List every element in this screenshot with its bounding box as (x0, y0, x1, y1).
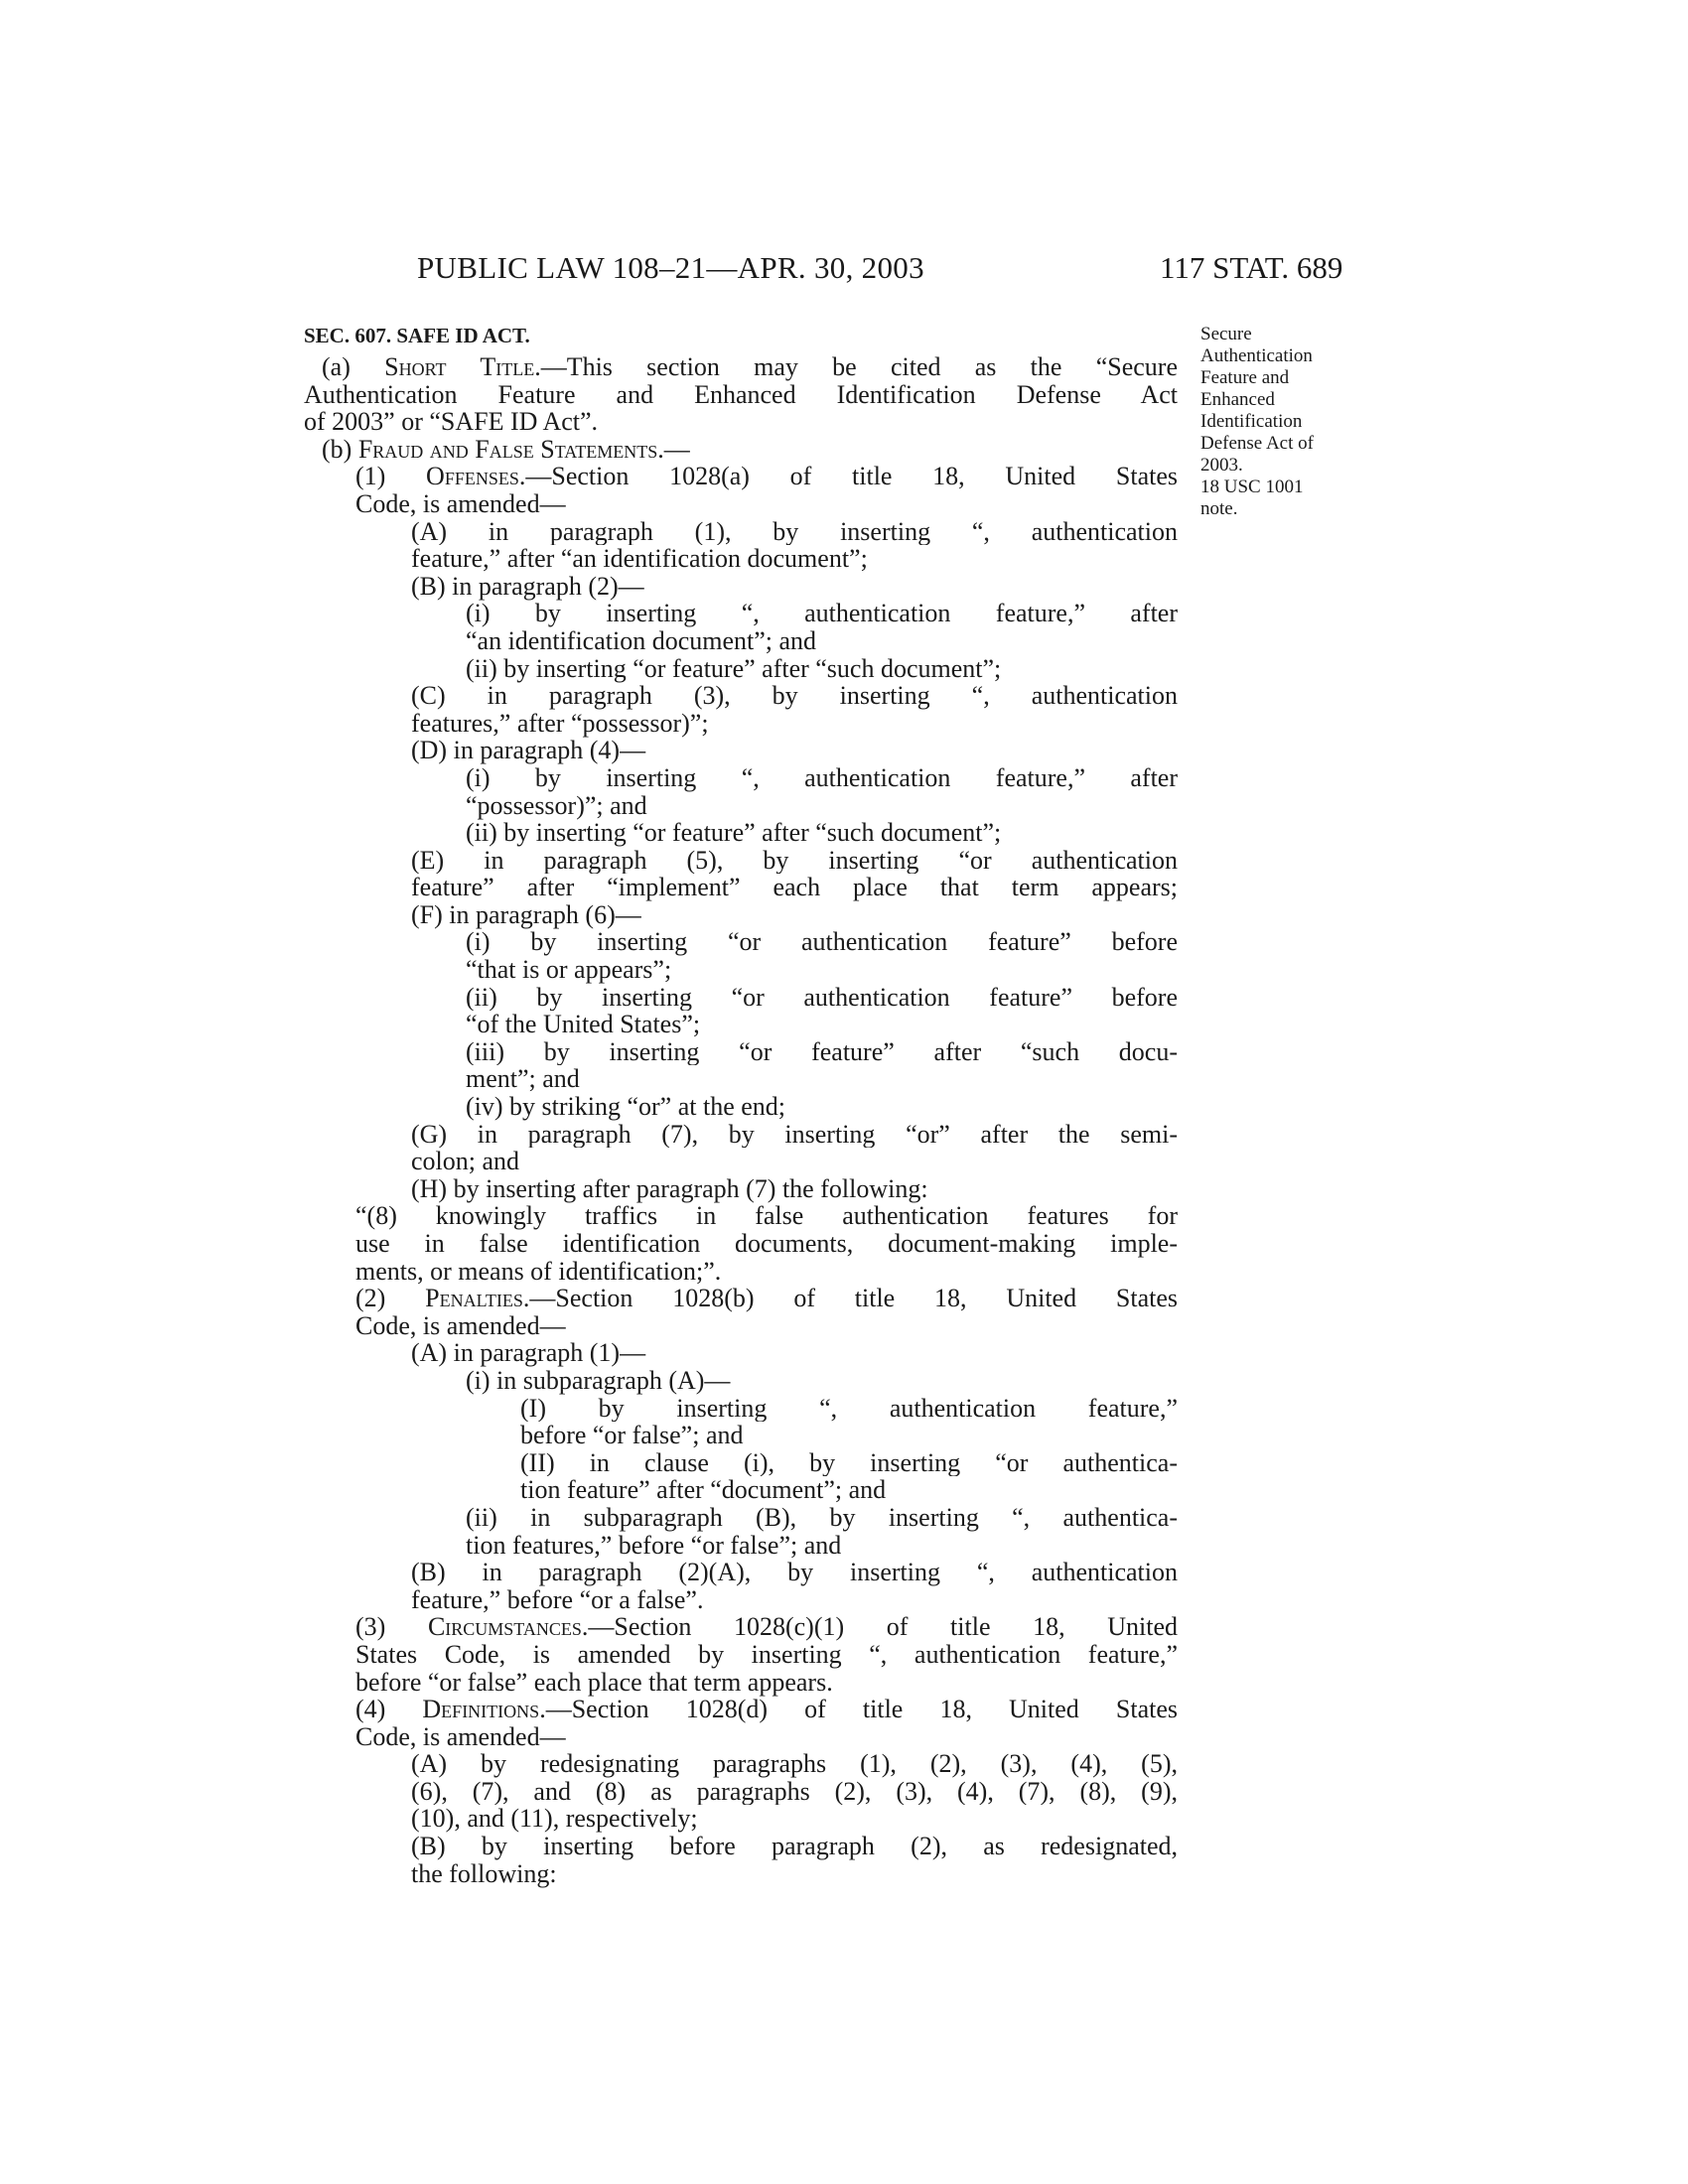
line-text: feature” after “implement” each place that term appears; (411, 874, 1178, 901)
line-text: (iv) by striking “or” at the end; (466, 1092, 786, 1122)
line-text: (E) in paragraph (5), by inserting “or authentication (411, 846, 1178, 875)
text-line (411, 1586, 1178, 1614)
line-text: (H) by inserting after paragraph (7) the following: (411, 1173, 928, 1203)
line-text: (ii) by inserting “or feature” after “such document”; (466, 653, 1002, 683)
line-text: feature,” after “an identification document”; (411, 544, 868, 574)
line-text: before “or false”; and (520, 1421, 744, 1450)
paragraph-heading: Circumstances (427, 1613, 582, 1641)
line-text: (i) by inserting “, authentication feature,” after (466, 600, 1178, 627)
paragraph-heading: Definitions (422, 1696, 540, 1723)
line-text: features,” after “possessor)”; (411, 708, 709, 738)
text-line (466, 1504, 1178, 1532)
line-text: (B) by inserting before paragraph (2), as redesignated, (411, 1833, 1178, 1860)
text-line (466, 1038, 1178, 1066)
line-text: “(8) knowingly traffics in false authentication features for (355, 1202, 1178, 1230)
line-text: (ii) by inserting “or authentication feature” before (466, 983, 1178, 1012)
text-line (466, 655, 1178, 683)
line-text: (II) in clause (i), by inserting “or authentica- (520, 1448, 1178, 1477)
text-line (466, 764, 1178, 792)
line-text: colon; and (411, 1147, 520, 1176)
line-text: ments, or means of identification;”. (355, 1256, 722, 1286)
text-line (355, 1669, 1178, 1697)
line-text: (A) in paragraph (1), by inserting “, authentication (411, 517, 1178, 546)
margin-note-line: Defense Act of (1200, 433, 1314, 454)
text-line (466, 600, 1178, 627)
text-line (466, 819, 1178, 847)
line-text: “an identification document”; and (466, 625, 817, 655)
text-line (355, 490, 1178, 518)
paragraph-heading: Offenses (426, 463, 519, 490)
text-line (520, 1476, 1178, 1504)
line-text: (A) by redesignating paragraphs (1), (2), (3), (4), (5), (411, 1750, 1178, 1778)
text-line (466, 1065, 1178, 1093)
line-text: (6), (7), and (8) as paragraphs (2), (3), (4), (7), (8), (9), (411, 1777, 1178, 1806)
paragraph-heading: Short Title (384, 353, 535, 381)
line-text: feature,” before “or a false”. (411, 1584, 704, 1614)
line-text: “possessor)”; and (466, 790, 647, 820)
text-line (355, 1723, 1178, 1751)
line-text: tion features,” before “or false”; and (466, 1530, 842, 1560)
line-text: (i) in subparagraph (A)— (466, 1365, 731, 1395)
text-line (520, 1449, 1178, 1477)
text-line (304, 381, 1178, 409)
text-line (411, 1778, 1178, 1806)
line-text: “that is or appears”; (466, 955, 672, 985)
margin-note-line: 18 USC 1001 (1200, 477, 1304, 497)
line-text: Code, is amended— (355, 1310, 566, 1340)
line-text: before “or false” each place that term appears. (355, 1667, 833, 1697)
text-line (466, 928, 1178, 956)
margin-note-line: note. (1200, 498, 1238, 519)
text-line (466, 984, 1178, 1012)
text-line (411, 1559, 1178, 1586)
running-header-page-number: 117 STAT. 689 (1160, 250, 1343, 285)
margin-note-line: 2003. (1200, 455, 1243, 476)
line-text: (ii) in subparagraph (B), by inserting “, authentica- (466, 1503, 1178, 1532)
text-line (466, 1367, 1178, 1395)
text-line (355, 1285, 1178, 1312)
line-text: (i) by inserting “or authentication feature” before (466, 928, 1178, 957)
text-line (355, 463, 1178, 490)
paragraph-heading: Fraud and False Statements (357, 434, 658, 464)
section-heading: SEC. 607. SAFE ID ACT. (304, 324, 530, 347)
line-text: .—Section 1028(a) of title 18, United States (518, 463, 1178, 490)
text-line (411, 1860, 1178, 1888)
text-line (411, 545, 1178, 573)
line-text: .—This section may be cited as the “Secure (534, 353, 1178, 381)
text-line (411, 737, 1178, 764)
margin-note-line: Identification (1200, 411, 1303, 432)
line-text: (B) in paragraph (2)— (411, 571, 644, 601)
margin-note-line: Feature and (1200, 367, 1290, 388)
text-line (322, 353, 1178, 381)
running-header-title: PUBLIC LAW 108–21—APR. 30, 2003 (417, 250, 924, 285)
text-line (355, 1696, 1178, 1723)
text-line (466, 792, 1178, 820)
line-text: .— (657, 434, 690, 464)
statute-body (304, 353, 1178, 1887)
text-line (411, 1175, 1178, 1203)
line-text: States Code, is amended by inserting “, authentication feature,” (355, 1640, 1178, 1669)
margin-note-line: Enhanced (1200, 389, 1275, 410)
margin-note (1200, 324, 1409, 520)
text-line (355, 1613, 1178, 1641)
text-line (411, 518, 1178, 546)
text-line (411, 682, 1178, 710)
text-line (466, 956, 1178, 984)
line-text: use in false identification documents, document-making imple- (355, 1230, 1178, 1258)
paragraph-designator: (1) (355, 463, 427, 490)
text-line (520, 1422, 1178, 1449)
line-text: “of the United States”; (466, 1010, 701, 1039)
text-line (355, 1641, 1178, 1669)
margin-note-line: Authentication (1200, 345, 1313, 366)
paragraph-designator: (2) (355, 1285, 426, 1312)
text-line (466, 1011, 1178, 1038)
text-line (411, 874, 1178, 901)
text-line (411, 1833, 1178, 1860)
text-line (411, 901, 1178, 929)
paragraph-designator: (3) (355, 1613, 428, 1641)
text-line (355, 1312, 1178, 1340)
line-text: .—Section 1028(c)(1) of title 18, United (581, 1613, 1178, 1641)
text-line (411, 1805, 1178, 1833)
text-line (466, 1532, 1178, 1560)
line-text: (i) by inserting “, authentication feature,” after (466, 763, 1178, 792)
line-text: .—Section 1028(d) of title 18, United States (539, 1696, 1178, 1723)
line-text: (ii) by inserting “or feature” after “such document”; (466, 818, 1002, 848)
line-text: (B) in paragraph (2)(A), by inserting “, authentication (411, 1559, 1178, 1586)
line-text: (G) in paragraph (7), by inserting “or” after the semi- (411, 1120, 1178, 1149)
paragraph-designator: (b) (322, 434, 358, 464)
text-line (411, 847, 1178, 875)
text-line (411, 1148, 1178, 1175)
text-line (411, 1339, 1178, 1367)
line-text: Code, is amended— (355, 488, 566, 518)
paragraph-designator: (a) (322, 353, 385, 381)
text-line (466, 1093, 1178, 1121)
line-text: (I) by inserting “, authentication feature,” (520, 1394, 1178, 1423)
paragraph-heading: Penalties (425, 1285, 523, 1312)
text-line (520, 1395, 1178, 1423)
text-line (355, 1230, 1178, 1258)
line-text: .—Section 1028(b) of title 18, United States (522, 1285, 1178, 1312)
line-text: Authentication Feature and Enhanced Identification Defense Act (304, 380, 1178, 409)
line-text: (D) in paragraph (4)— (411, 736, 646, 765)
text-line (355, 1258, 1178, 1286)
line-text: ment”; and (466, 1064, 580, 1094)
line-text: of 2003” or “SAFE ID Act”. (304, 407, 599, 437)
text-line (466, 627, 1178, 655)
line-text: (F) in paragraph (6)— (411, 899, 641, 929)
line-text: (10), and (11), respectively; (411, 1804, 698, 1834)
text-line (411, 573, 1178, 601)
margin-note-line: Secure (1200, 324, 1252, 344)
line-text: (iii) by inserting “or feature” after “such docu- (466, 1037, 1178, 1066)
text-line (355, 1202, 1178, 1230)
text-line (411, 710, 1178, 738)
line-text: (A) in paragraph (1)— (411, 1338, 646, 1368)
text-line (322, 436, 1178, 464)
text-line (304, 408, 1178, 436)
text-line (411, 1121, 1178, 1149)
line-text: tion feature” after “document”; and (520, 1475, 887, 1505)
paragraph-designator: (4) (355, 1696, 423, 1723)
line-text: Code, is amended— (355, 1721, 566, 1751)
line-text: the following: (411, 1858, 557, 1888)
text-line (411, 1750, 1178, 1778)
line-text: (C) in paragraph (3), by inserting “, authentication (411, 682, 1178, 710)
